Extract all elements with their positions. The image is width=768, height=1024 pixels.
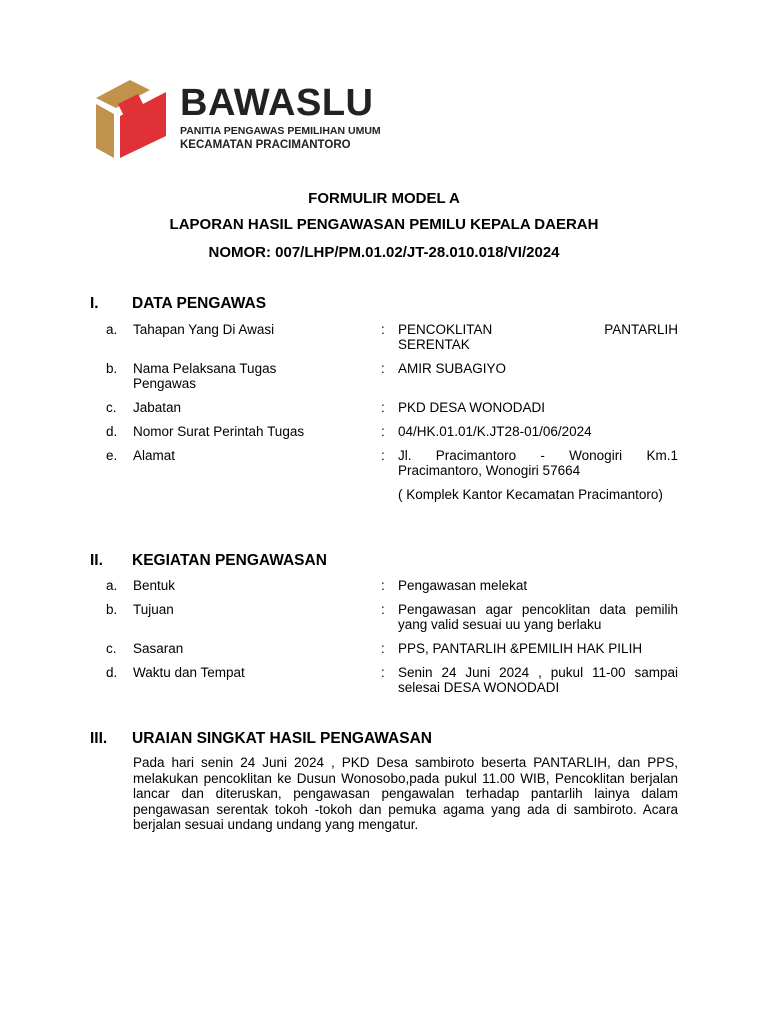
section-number: I. (90, 295, 99, 312)
field-colon: : (381, 665, 385, 680)
ballot-box-logo-icon (92, 78, 172, 160)
field-key: Jabatan (133, 400, 182, 415)
field-key: Waktu dan Tempat (133, 665, 245, 680)
field-value: Jl. Pracimantoro - Wonogiri Km.1 Pracimantoro, Wonogiri 57664 (398, 448, 678, 478)
field-value: PKD DESA WONODADI (398, 400, 546, 415)
field-letter: b. (106, 602, 118, 617)
field-colon: : (381, 361, 385, 376)
bawaslu-logo (92, 78, 382, 160)
field-colon: : (381, 322, 385, 337)
field-value: Senin 24 Juni 2024 , pukul 11-00 sampai selesai DESA WONODADI (398, 665, 678, 695)
field-value-continued: SERENTAK (398, 337, 470, 352)
field-key: Sasaran (133, 641, 184, 656)
field-key: Nomor Surat Perintah Tugas (133, 424, 305, 439)
logo-district: KECAMATAN PRACIMANTORO (180, 139, 351, 151)
field-key: Tahapan Yang Di Awasi (133, 322, 275, 337)
section-label: URAIAN SINGKAT HASIL PENGAWASAN (132, 730, 432, 747)
field-value: 04/HK.01.01/K.JT28-01/06/2024 (398, 424, 592, 439)
summary-paragraph: Pada hari senin 24 Juni 2024 , PKD Desa sambiroto beserta PANTARLIH, dan PPS, melakukan pencoklitan ke Dusun Wonosobo,pada pukul 11.00 WIB, Pencoklitan berjalan lancar dan diteruskan, pengawasan pengawalan terhadap pantarlih lainya dalam pengawasan serentak tokoh -tokoh dan pemuka agama yang ada di sambiroto. Acara berjalan sesuai undang undang yang mengatur. (133, 755, 678, 832)
field-letter: c. (106, 641, 117, 656)
field-letter: e. (106, 448, 118, 463)
field-key: Bentuk (133, 578, 176, 593)
field-letter: d. (106, 665, 118, 680)
report-title: LAPORAN HASIL PENGAWASAN PEMILU KEPALA DAERAH (169, 216, 599, 233)
field-colon: : (381, 578, 385, 593)
logo-name: BAWASLU (180, 82, 374, 124)
logo-subtitle: PANITIA PENGAWAS PEMILIHAN UMUM (180, 125, 381, 137)
section-number: III. (90, 730, 108, 747)
form-title: FORMULIR MODEL A (308, 190, 460, 207)
field-colon: : (381, 641, 385, 656)
field-colon: : (381, 602, 385, 617)
field-letter: a. (106, 578, 118, 593)
field-letter: a. (106, 322, 118, 337)
section-number: II. (90, 552, 103, 569)
field-value: AMIR SUBAGIYO (398, 361, 507, 376)
field-key: Tujuan (133, 602, 174, 617)
field-value: PPS, PANTARLIH &PEMILIH HAK PILIH (398, 641, 643, 656)
field-key: Alamat (133, 448, 176, 463)
field-colon: : (381, 448, 385, 463)
field-value: PENCOKLITAN PANTARLIH (398, 322, 678, 337)
field-letter: c. (106, 400, 117, 415)
field-value-extra: ( Komplek Kantor Kecamatan Pracimantoro) (398, 487, 663, 502)
section-label: DATA PENGAWAS (132, 295, 267, 312)
field-colon: : (381, 400, 385, 415)
field-value: Pengawasan agar pencoklitan data pemilih yang valid sesuai uu yang berlaku (398, 602, 678, 632)
field-key: Nama Pelaksana Tugas Pengawas (133, 361, 277, 391)
section-label: KEGIATAN PENGAWASAN (132, 552, 327, 569)
report-number: NOMOR: 007/LHP/PM.01.02/JT-28.010.018/VI/2024 (208, 244, 560, 261)
field-colon: : (381, 424, 385, 439)
field-letter: d. (106, 424, 118, 439)
field-value: Pengawasan melekat (398, 578, 528, 593)
field-letter: b. (106, 361, 118, 376)
